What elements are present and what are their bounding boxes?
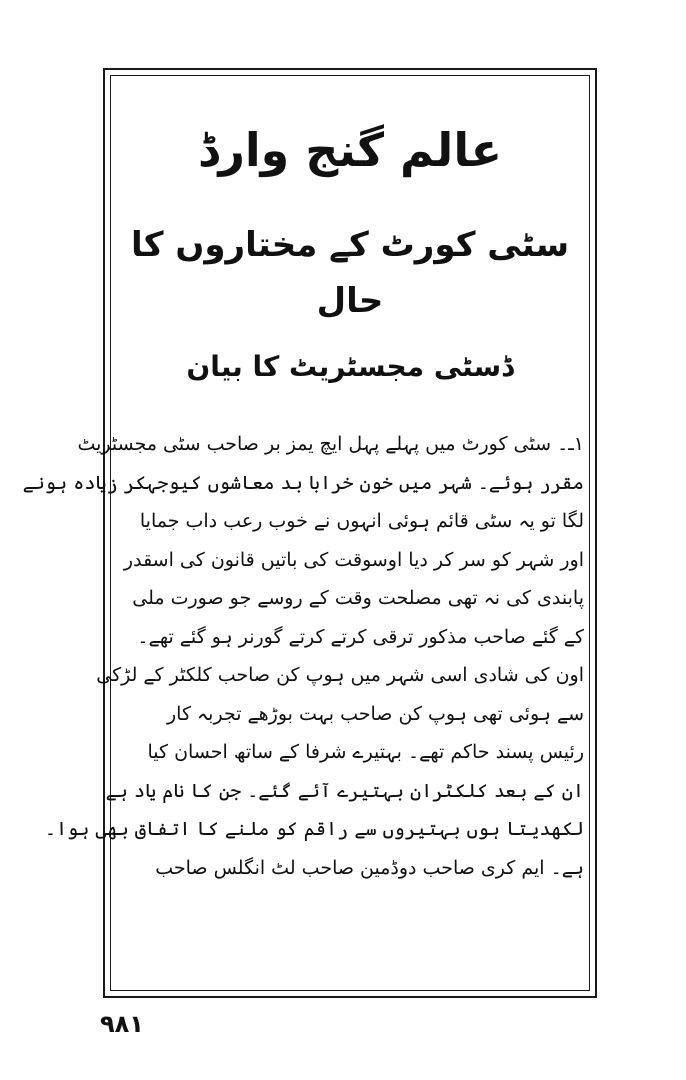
body-line: پابندی کی نہ تھی مصلحت وقت کے روسے جو صورت ملی [132,587,584,609]
body-line: مقرر ہوئے۔ شہر میں خون خرابا بد معاشوں کیوجہکر زیادہ ہونے [22,471,584,494]
body-line: ہے۔ ایم کری صاحب دوڈمین صاحب لٹ انگلس صاحب [155,856,584,879]
body-line: رئیس پسند حاکم تھے۔ بہتیرے شرفا کے ساتھ احسان کیا [147,741,584,763]
page-number: ۹۸۱ [100,1010,144,1038]
article-body [22,425,584,887]
body-line: ۱ـ۔ سٹی کورٹ میں پہلے پہل ایچ یمز بر صاحب سٹی مجسٹریٹ [77,433,584,455]
body-line: ان کے بعد کلکٹران بہتیرے آئے گئے۔ جن کا نام یاد ہے [105,779,584,802]
article-byline: ڈسٹی مجسٹریٹ کا بیان [186,350,514,383]
body-line: لکھدیتا ہوں بہتیروں سے راقم کو ملنے کا اتفاق بھی ہوا۔ [44,818,584,840]
article-subtitle: سٹی کورٹ کے مختاروں کا حال [130,225,570,321]
body-line: اور شہر کو سر کر دیا اوسوقت کی باتیں قانون کی اسقدر [123,548,584,571]
article-title: عالم گنج وارڈ [197,123,503,177]
body-line: اون کی شادی اسی شہر میں ہوپ کن صاحب کلکٹر کے لڑکی [96,664,584,686]
body-line: لگا تو یہ سٹی قائم ہوئی انہوں نے خوب رعب داب جمایا [139,510,584,532]
body-line: سے ہوئی تھی ہوپ کن صاحب بہت بوڑھے تجربہ کار [166,702,584,725]
body-line: کے گئے صاحب مذکور ترقی کرتے کرتے گورنر ہو گئے تھے۔ [137,625,584,648]
article [22,75,590,991]
